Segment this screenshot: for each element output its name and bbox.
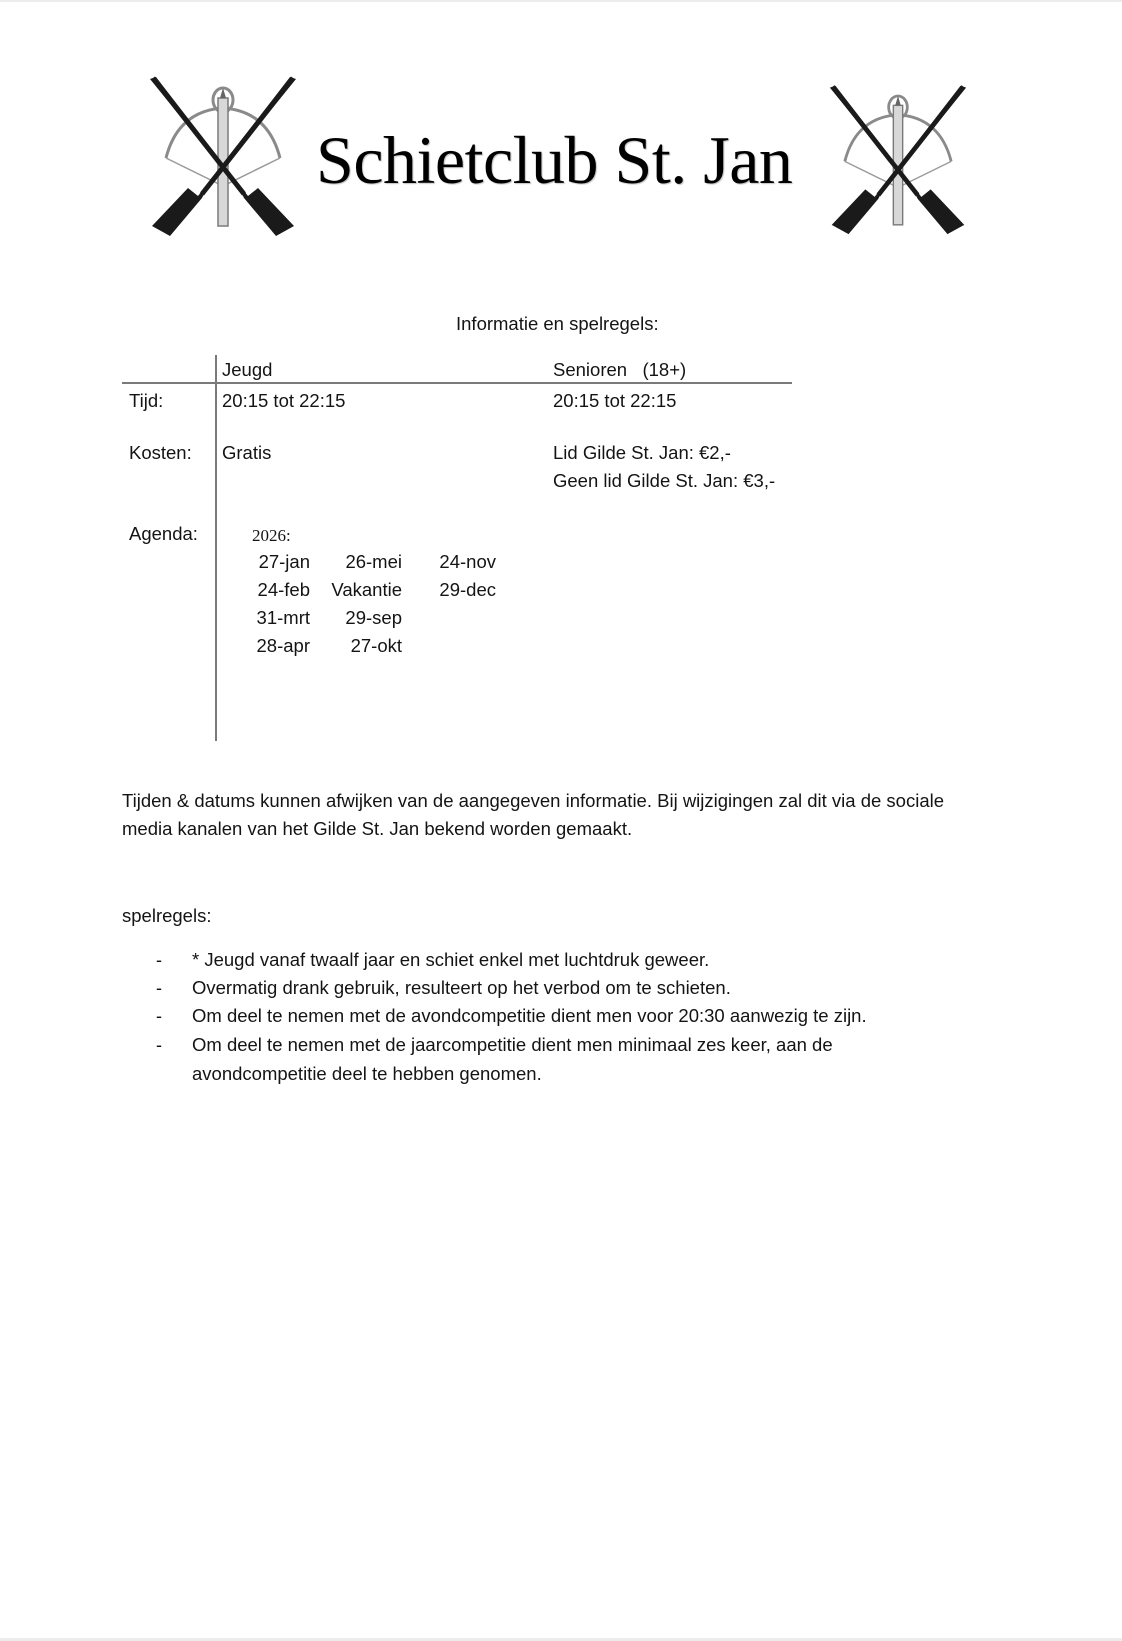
rule-text: Overmatig drank gebruik, resulteert op het verbod om te schieten. xyxy=(192,977,731,998)
tijd-senioren: 20:15 tot 22:15 xyxy=(553,390,677,411)
agenda-date: 28-apr xyxy=(256,635,310,656)
page-top-edge xyxy=(0,0,1122,2)
bullet-dash: - xyxy=(156,1035,162,1055)
agenda-date: 31-mrt xyxy=(256,607,310,628)
agenda-date: 24-feb xyxy=(257,579,310,600)
kosten-jeugd: Gratis xyxy=(222,442,272,463)
rule-text: Om deel te nemen met de jaarcompetitie dient men minimaal zes keer, aan de avondcompetitie deel te hebben genomen. xyxy=(192,1034,833,1084)
agenda-date: 27-okt xyxy=(350,635,402,656)
kosten-senioren-lid: Lid Gilde St. Jan: €2,- xyxy=(553,442,731,463)
notice-line-2: media kanalen van het Gilde St. Jan bekend worden gemaakt. xyxy=(122,818,633,839)
bullet-dash: - xyxy=(156,950,162,970)
info-heading: Informatie en spelregels: xyxy=(456,313,659,334)
emblem-right-icon xyxy=(828,82,968,237)
table-header-underline xyxy=(122,382,792,384)
agenda-date-vakantie: Vakantie xyxy=(331,579,402,600)
agenda-date: 24-nov xyxy=(439,551,496,572)
bullet-dash: - xyxy=(156,978,162,998)
agenda-year: 2026: xyxy=(252,526,291,545)
club-title: Schietclub St. Jan xyxy=(316,122,793,198)
rule-text: Om deel te nemen met de avondcompetitie dient men voor 20:30 aanwezig te zijn. xyxy=(192,1005,867,1026)
row-label-tijd: Tijd: xyxy=(129,390,164,411)
table-vertical-divider xyxy=(215,355,217,741)
agenda-date: 26-mei xyxy=(345,551,402,572)
bullet-dash: - xyxy=(156,1006,162,1026)
row-label-kosten: Kosten: xyxy=(129,442,192,463)
tijd-jeugd: 20:15 tot 22:15 xyxy=(222,390,346,411)
rule-text: * Jeugd vanaf twaalf jaar en schiet enkel met luchtdruk geweer. xyxy=(192,949,710,970)
agenda-date: 27-jan xyxy=(258,551,310,572)
notice-line-1: Tijden & datums kunnen afwijken van de aangegeven informatie. Bij wijzigingen zal dit via de sociale xyxy=(122,790,945,811)
notice-paragraph xyxy=(122,787,1022,843)
column-header-senioren: Senioren (18+) xyxy=(553,359,687,380)
rules-heading: spelregels: xyxy=(122,905,212,926)
column-header-jeugd: Jeugd xyxy=(222,359,273,380)
kosten-senioren-geen-lid: Geen lid Gilde St. Jan: €3,- xyxy=(553,470,776,491)
agenda-date: 29-sep xyxy=(345,607,402,628)
row-label-agenda: Agenda: xyxy=(129,523,198,544)
emblem-left-icon xyxy=(148,76,298,236)
agenda-date: 29-dec xyxy=(439,579,496,600)
